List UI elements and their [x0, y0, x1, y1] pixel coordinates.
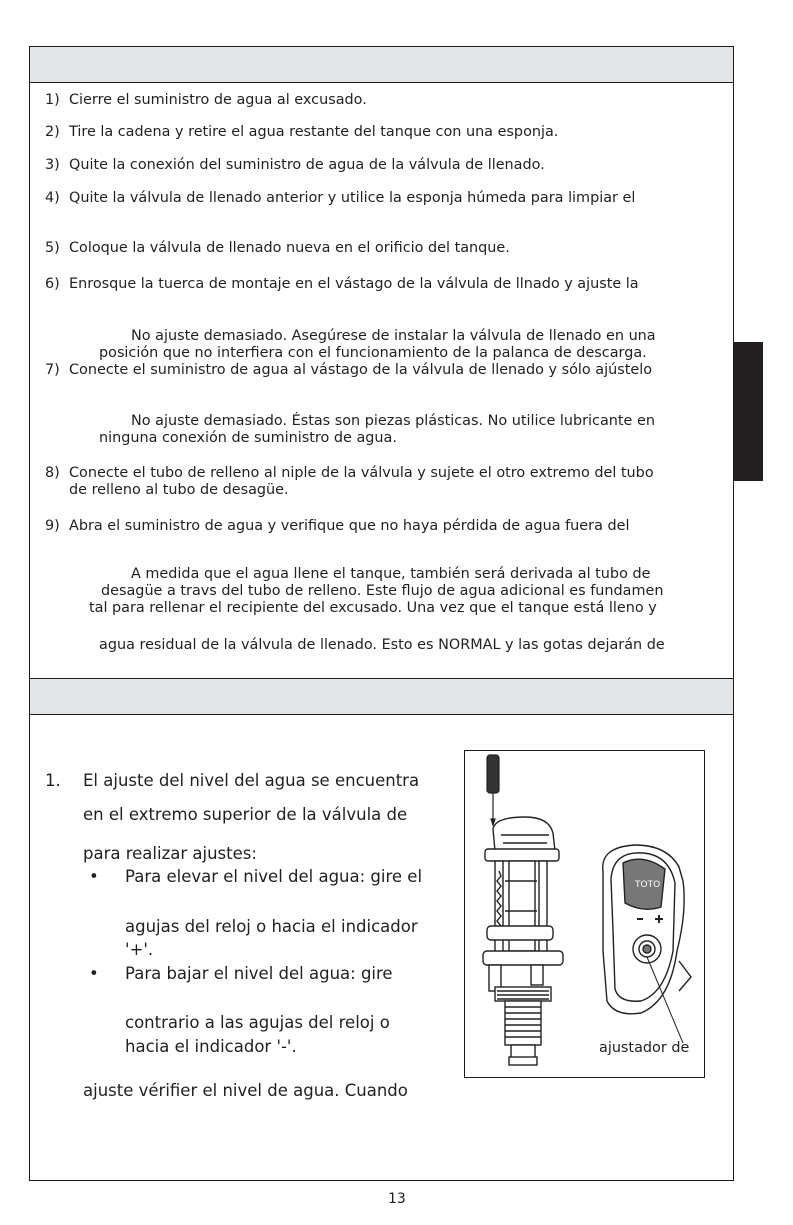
bullet-text: hacia el indicador '-'.	[125, 1037, 297, 1056]
bullet: •	[89, 964, 99, 983]
fill-valve-illustration	[465, 751, 706, 1079]
step-number: 4)	[45, 190, 60, 206]
note-text: desagüe a travs del tubo de relleno. Este flujo de agua adicional es fundamen	[101, 583, 664, 599]
figure-caption: ajustador de	[599, 1040, 690, 1056]
step-text: Cierre el suministro de agua al excusado.	[69, 92, 367, 108]
step-number: 5)	[45, 240, 60, 256]
note-text: A medida que el agua llene el tanque, también será derivada al tubo de	[131, 566, 651, 582]
adjust-text: El ajuste del nivel del agua se encuentra	[83, 771, 420, 790]
adjust-text: para realizar ajustes:	[83, 844, 257, 863]
bullet-text: agujas del reloj o hacia el indicador	[125, 917, 418, 936]
note-text: No ajuste demasiado. Asegúrese de instalar la válvula de llenado en una	[131, 328, 656, 344]
step-text-cont: de relleno al tubo de desagüe.	[69, 482, 289, 498]
bullet-text: Para bajar el nivel del agua: gire	[125, 964, 393, 983]
valve-cap	[485, 817, 559, 861]
step-text: Enrosque la tuerca de montaje en el vástago de la válvula de llnado y ajuste la	[69, 276, 639, 292]
note-text: No ajuste demasiado. Éstas son piezas plásticas. No utilice lubricante en	[131, 413, 655, 429]
bullet-text: Para elevar el nivel del agua: gire el	[125, 867, 423, 886]
screwdriver-icon	[487, 755, 499, 825]
section-header-bar-2	[30, 679, 733, 715]
step-number: 8)	[45, 465, 60, 481]
adjust-step-number: 1.	[45, 771, 61, 790]
step-text: Coloque la válvula de llenado nueva en el orificio del tanque.	[69, 240, 510, 256]
adjuster-detail	[603, 845, 691, 1043]
fill-valve-figure	[464, 750, 705, 1078]
step-number: 7)	[45, 362, 60, 378]
bullet-text: '+'.	[125, 940, 154, 959]
bullet-text: contrario a las agujas del reloj o	[125, 1013, 390, 1032]
svg-text:TOTO: TOTO	[635, 880, 661, 890]
step-text: Abra el suministro de agua y verifique que no haya pérdida de agua fuera del	[69, 518, 630, 534]
note-text: posición que no interfiera con el funcionamiento de la palanca de descarga.	[99, 345, 647, 361]
step-number: 6)	[45, 276, 60, 292]
note-text: agua residual de la válvula de llenado. Esto es NORMAL y las gotas dejarán de	[99, 637, 665, 653]
step-text: Tire la cadena y retire el agua restante del tanque con una esponja.	[69, 124, 559, 140]
adjust-text: ajuste vérifier el nivel de agua. Cuando	[83, 1081, 408, 1100]
side-tab-marker	[734, 342, 763, 481]
step-text: Quite la conexión del suministro de agua de la válvula de llenado.	[69, 157, 545, 173]
step-text: Conecte el suministro de agua al vástago de la válvula de llenado y sólo ajústelo	[69, 362, 653, 378]
step-number: 9)	[45, 518, 60, 534]
bullet: •	[89, 867, 99, 886]
note-text: tal para rellenar el recipiente del excusado. Una vez que el tanque está lleno y	[89, 600, 657, 616]
step-number: 2)	[45, 124, 60, 140]
step-text: Conecte el tubo de relleno al niple de la válvula y sujete el otro extremo del tubo	[69, 465, 654, 481]
step-text: Quite la válvula de llenado anterior y utilice la esponja húmeda para limpiar el	[69, 190, 636, 206]
adjust-text: en el extremo superior de la válvula de	[83, 805, 408, 824]
section-header-bar	[30, 47, 733, 83]
step-number: 3)	[45, 157, 60, 173]
step-number: 1)	[45, 92, 60, 108]
page-number: 13	[388, 1191, 406, 1207]
note-text: ninguna conexión de suministro de agua.	[99, 430, 397, 446]
valve-body	[483, 861, 563, 1065]
